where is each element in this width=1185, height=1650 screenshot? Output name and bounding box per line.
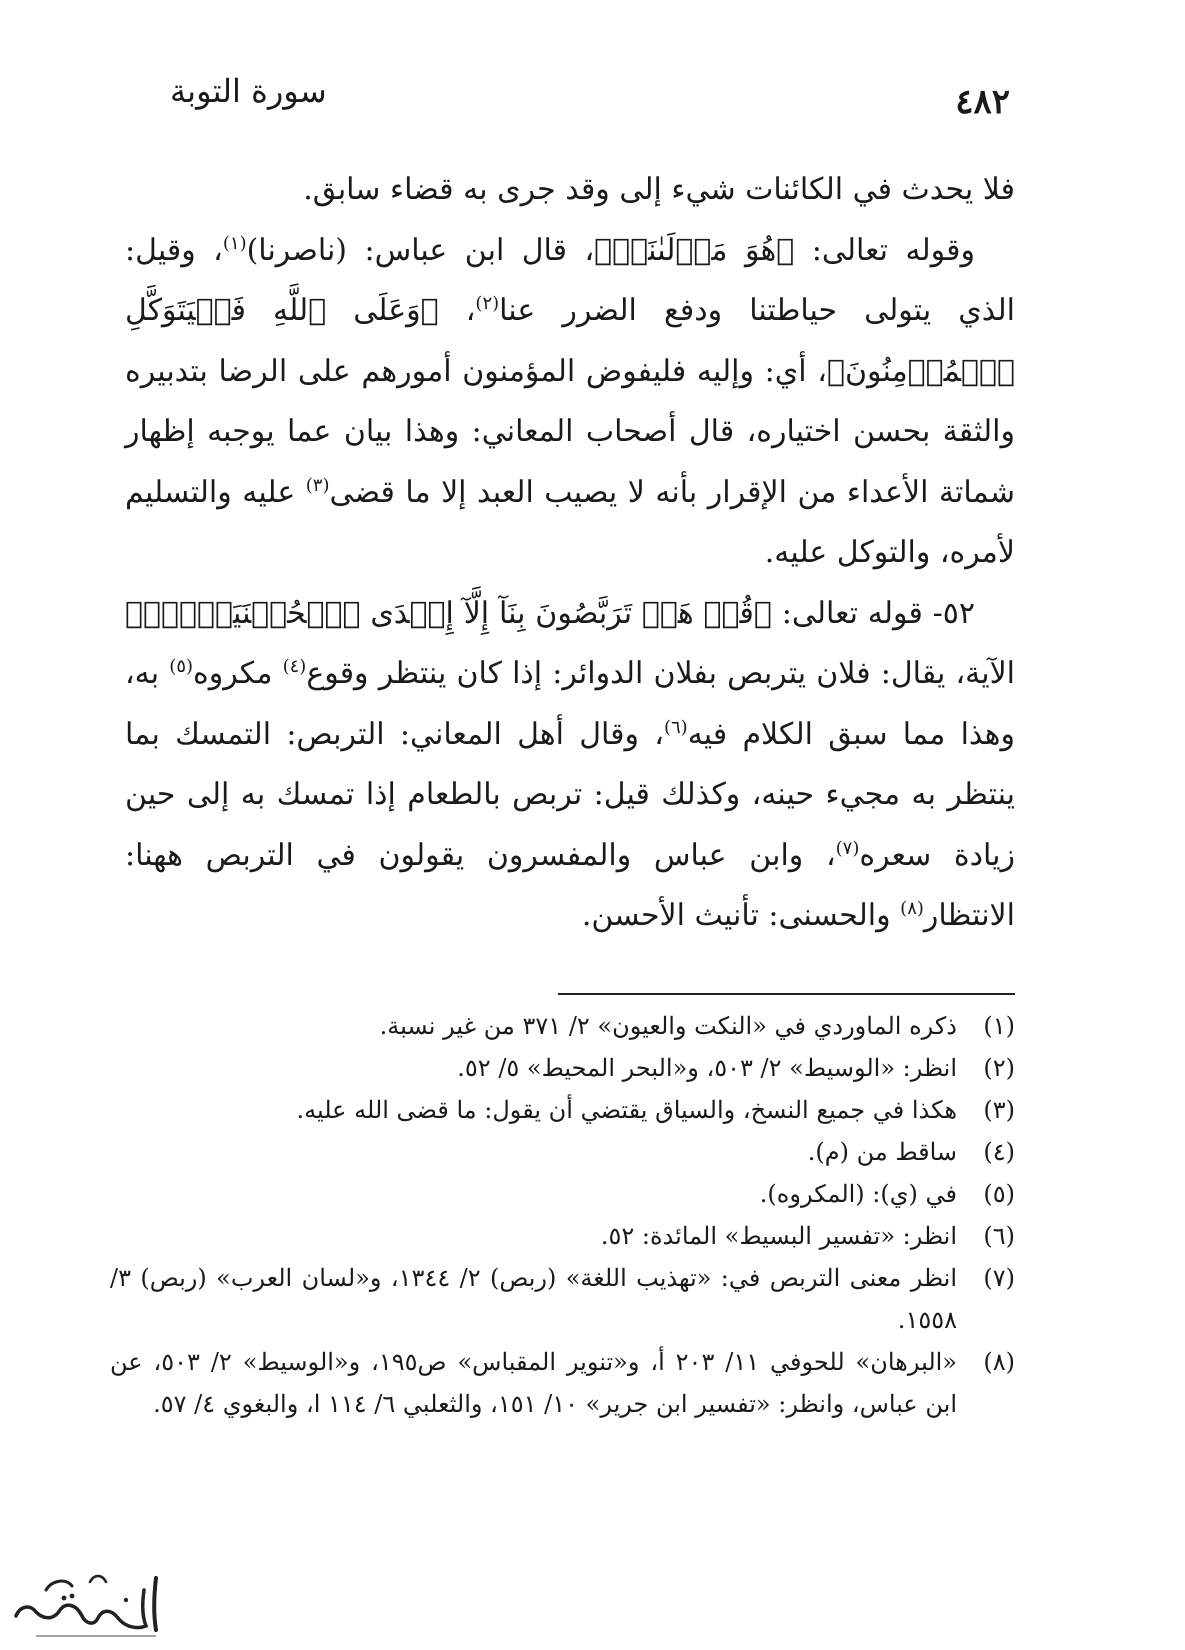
footnote-ref-8[interactable]: (٨) xyxy=(900,898,924,919)
footnote-number: (٢) xyxy=(983,1054,1015,1082)
footnote-ref-6[interactable]: (٦) xyxy=(663,716,688,738)
paragraph-text: وقوله تعالى: xyxy=(794,232,975,268)
footnote-4 xyxy=(110,1131,1015,1173)
paragraph-text: ، xyxy=(438,293,476,328)
footnote-text: «البرهان» للحوفي ١١/ ٢٠٣ أ، و«تنوير المقباس» ص١٩٥، و«الوسيط» ٢/ ٥٠٣، عن ابن عباس، وانظر: «تفسير ابن جرير» ١٠/ ١٥١، والثعلبي ٦/ ١١٤ ا، والبغوي ٤/ ٥٧. xyxy=(110,1348,957,1418)
footnote-number: (٨) xyxy=(983,1348,1015,1376)
footnote-number: (٧) xyxy=(983,1264,1015,1292)
quran-verse: ﴿هُوَ مَوۡلَىٰنَاۚ﴾ xyxy=(594,232,795,268)
paragraph-text: به، وهذا مما سبق الكلام فيه xyxy=(125,656,1015,752)
paragraph-text: ، قال ابن عباس: (ناصرنا) xyxy=(246,232,595,268)
footnote-6 xyxy=(110,1215,1015,1257)
footnotes xyxy=(110,1005,1015,1425)
footnote-text: ساقط من (م). xyxy=(807,1138,957,1166)
footnote-ref-7[interactable]: (٧) xyxy=(835,837,860,859)
footnote-number: (٣) xyxy=(983,1096,1015,1124)
footnote-2 xyxy=(110,1047,1015,1089)
footnote-text: انظر معنى التربص في: «تهذيب اللغة» (ربص) ٢/ ١٣٤٤، و«لسان العرب» (ربص) ٣/ ١٥٥٨. xyxy=(110,1264,958,1334)
running-title: سورة التوبة xyxy=(170,72,327,110)
paragraph-text: فلا يحدث في الكائنات شيء إلى وقد جرى به قضاء سابق. xyxy=(303,172,1015,207)
footnote-ref-3[interactable]: (٣) xyxy=(305,474,330,496)
footnote-text: ذكره الماوردي في «النكت والعيون» ٢/ ٣٧١ من غير نسبة. xyxy=(379,1012,957,1040)
page-number: ٤٨٢ xyxy=(955,82,1010,122)
paragraph-text: ، وقيل: الذي يتولى حياطتنا ودفع الضرر عنا xyxy=(125,232,1015,328)
footnote-number: (٥) xyxy=(983,1180,1015,1208)
footnote-1 xyxy=(110,1005,1015,1047)
footnote-separator xyxy=(558,993,1015,995)
verse-number-text: ٥٢- قوله تعالى: xyxy=(771,595,975,631)
footnote-ref-1[interactable]: (١) xyxy=(222,232,247,254)
paragraph-text: مكروه xyxy=(193,656,283,691)
paragraph-2 xyxy=(125,221,1015,584)
footnote-ref-5[interactable]: (٥) xyxy=(169,656,194,677)
footnote-8 xyxy=(110,1341,1015,1425)
footnote-text: انظر: «الوسيط» ٢/ ٥٠٣، و«البحر المحيط» ٥/ ٥٢. xyxy=(457,1054,957,1082)
footnote-7 xyxy=(110,1257,1015,1341)
paragraph-3 xyxy=(125,584,1015,947)
paragraph-text: الآية، يقال: فلان يتربص بفلان الدوائر: إذا كان ينتظر وقوع xyxy=(306,656,1016,691)
publisher-logo xyxy=(6,1560,166,1646)
footnote-ref-2[interactable]: (٢) xyxy=(475,293,500,314)
footnote-number: (٤) xyxy=(983,1138,1015,1166)
footnote-text: هكذا في جميع النسخ، والسياق يقتضي أن يقول: ما قضى الله عليه. xyxy=(296,1096,957,1124)
paragraph-text: والحسنى: تأنيث الأحسن. xyxy=(581,898,901,933)
footnote-ref-4[interactable]: (٤) xyxy=(282,656,307,677)
paragraph-1 xyxy=(125,160,1015,221)
paragraph-text: ، وابن عباس والمفسرون يقولون في التربص ههنا: الانتظار xyxy=(125,837,1015,933)
footnote-text: في (ي): (المكروه). xyxy=(759,1180,957,1208)
quran-verse: ﴿قُلۡ هَلۡ تَرَبَّصُونَ بِنَآ إِلَّآ إِحۡدَى ٱلۡحُسۡنَيَيۡنِۖ﴾ xyxy=(125,595,772,631)
footnote-text: انظر: «تفسير البسيط» المائدة: ٥٢. xyxy=(600,1222,957,1250)
footnote-5 xyxy=(110,1173,1015,1215)
calligraphy-logo-icon xyxy=(6,1560,166,1646)
quran-verse: ﴿وَعَلَى ٱللَّهِ فَلۡيَتَوَكَّلِ ٱلۡمُؤۡمِنُونَ﴾ xyxy=(125,293,1015,389)
paragraph-text: عليه والتسليم لأمره، والتوكل عليه. xyxy=(125,474,1015,570)
main-text xyxy=(125,160,1015,947)
footnote-3 xyxy=(110,1089,1015,1131)
footnote-number: (٦) xyxy=(983,1222,1015,1250)
page-header xyxy=(170,72,1010,132)
paragraph-text: ، وقال أهل المعاني: التربص: التمسك بما ينتظر به مجيء حينه، وكذلك قيل: تربص بالطعام إذا تمسك به إلى حين زيادة سعره xyxy=(125,716,1015,873)
paragraph-text: ، أي: وإليه فليفوض المؤمنون أمورهم على الرضا بتدبيره والثقة بحسن اختياره، قال أصحاب المعاني: وهذا بيان عما يوجبه إظهار شماتة الأعداء من الإقرار بأنه لا يصيب العبد إلا ما قضى xyxy=(125,353,1015,510)
footnote-number: (١) xyxy=(983,1012,1015,1040)
